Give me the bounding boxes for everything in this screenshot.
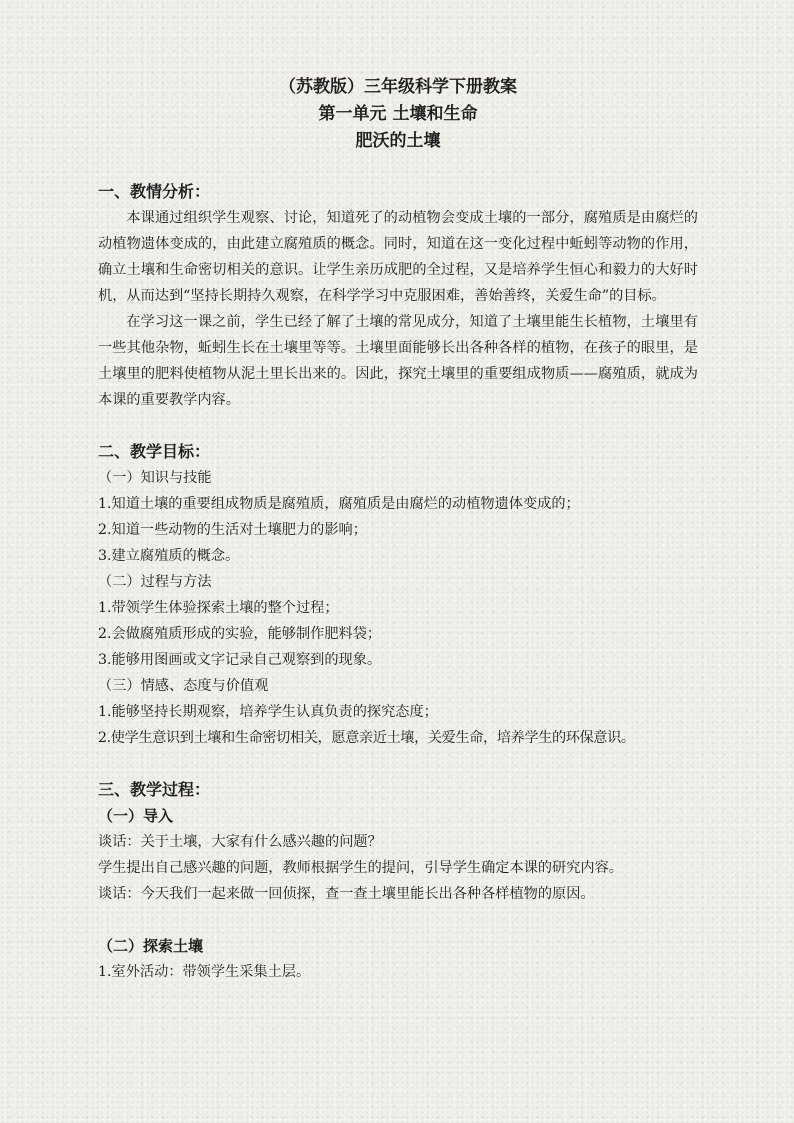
list-item: 2.知道一些动物的生活对土壤肥力的影响； [98, 522, 367, 538]
section-heading-analysis: 一、教情分析： [98, 182, 211, 201]
list-item: 2.会做腐殖质形成的实验，能够制作肥料袋； [98, 626, 382, 642]
subsection-title-explore: （二）探索土壤 [98, 937, 204, 955]
subsection-title: （一）知识与技能 [98, 470, 212, 486]
list-item: 2.使学生意识到土壤和生命密切相关，愿意亲近土壤，关爱生命，培养学生的环保意识。 [98, 730, 635, 746]
section-heading-process: 三、教学过程： [98, 780, 211, 799]
list-item: 1.能够坚持长期观察，培养学生认真负责的探究态度； [98, 704, 438, 720]
text-line: 1.室外活动：带领学生采集土层。 [98, 964, 311, 980]
text-line: 学生提出自己感兴趣的问题，教师根据学生的提问，引导学生确定本课的研究内容。 [98, 860, 623, 876]
text-line: 谈话：关于土壤，大家有什么感兴趣的问题？ [98, 834, 382, 850]
subsection-title-intro: （一）导入 [98, 807, 174, 825]
subsection-title: （二）过程与方法 [98, 574, 212, 590]
list-item: 3.能够用图画或文字记录自己观察到的现象。 [98, 652, 382, 668]
list-item: 1.带领学生体验探索土壤的整个过程； [98, 600, 339, 616]
list-item: 3.建立腐殖质的概念。 [98, 548, 240, 564]
paragraph: 在学习这一课之前，学生已经了解了土壤的常见成分，知道了土壤里能生长植物，土壤里有一些其他杂物，蚯蚓生长在土壤里等等。土壤里面能够长出各种各样的植物，在孩子的眼里，是土壤里的肥料使植物从泥土里长出来的。因此，探究土壤里的重要组成物质——腐殖质，就成为本课的重要教学内容。 [98, 314, 698, 408]
lesson-title: 肥沃的土壤 [355, 131, 441, 151]
text-line: 谈话：今天我们一起来做一回侦探，查一查土壤里能长出各种各样植物的原因。 [98, 886, 595, 902]
subsection-title: （三）情感、态度与价值观 [98, 678, 269, 694]
list-item: 1.知道土壤的重要组成物质是腐殖质，腐殖质是由腐烂的动植物遗体变成的； [98, 496, 580, 512]
paragraph: 本课通过组织学生观察、讨论，知道死了的动植物会变成土壤的一部分，腐殖质是由腐烂的动植物遗体变成的，由此建立腐殖质的概念。同时，知道在这一变化过程中蚯蚓等动物的作用，确立土壤和生命密切相关的意识。让学生亲历成肥的全过程，又是培养学生恒心和毅力的大好时机，从而达到“坚持长期持久观察，在科学学习中克服困难，善始善终，关爱生命”的目标。 [98, 210, 698, 304]
document-title: （苏教版）三年级科学下册教案 [279, 77, 517, 97]
document-page [98, 74, 698, 985]
section-heading-objectives: 二、教学目标： [98, 442, 211, 461]
unit-title: 第一单元 土壤和生命 [318, 104, 478, 124]
